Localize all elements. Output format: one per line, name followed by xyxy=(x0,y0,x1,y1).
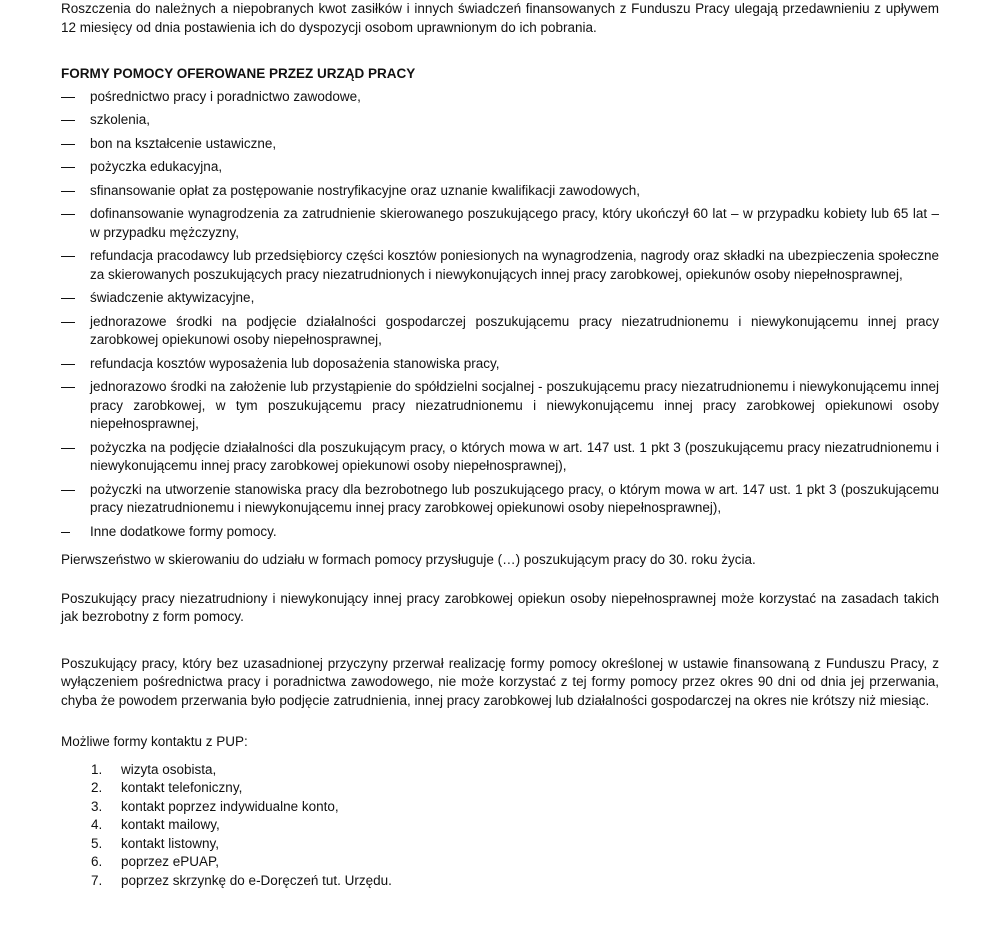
dash-bullet-icon xyxy=(61,135,75,145)
list-item: refundacja kosztów wyposażenia lub doposażenia stanowiska pracy, xyxy=(61,355,939,374)
list-item: bon na kształcenie ustawiczne, xyxy=(61,135,939,154)
intro-paragraph: Roszczenia do należnych a niepobranych kwot zasiłków i innych świadczeń finansowanych z Funduszu Pracy ulegają przedawnieniu z upływem 12 miesięcy od dnia postawienia ich do dyspozycji osobom uprawnionym do ich pobrania. xyxy=(61,1,939,35)
contact-heading: Możliwe formy kontaktu z PUP: xyxy=(61,734,248,749)
list-item: pożyczka na podjęcie działalności dla poszukującym pracy, o których mowa w art. 147 ust. 1 pkt 3 (poszukującemu pracy niezatrudnionemu i niewykonującemu innej pracy zarobkowej opiekunowi osoby niepełnosprawnej), xyxy=(61,439,939,476)
list-item: refundacja pracodawcy lub przedsiębiorcy części kosztów poniesionych na wynagrodzenia, nagrody oraz składki na ubezpieczenia społeczne za skierowanych poszukujących pracy niezatrudnionych i niewykonujących innej pracy zarobkowej, opiekunów osoby niepełnosprawnej, xyxy=(61,247,939,284)
forms-list xyxy=(61,88,939,542)
dash-bullet-icon xyxy=(61,439,75,449)
list-item: 1. wizyta osobista, xyxy=(91,761,217,777)
list-item: pośrednictwo pracy i poradnictwo zawodowe, xyxy=(61,88,939,107)
dash-bullet-icon xyxy=(61,247,75,257)
list-item: 6. poprzez ePUAP, xyxy=(91,854,220,869)
dash-bullet-icon xyxy=(61,355,75,365)
dash-bullet-icon xyxy=(61,481,75,491)
dash-bullet-icon xyxy=(61,378,75,388)
contact-list xyxy=(61,761,939,891)
caregiver-paragraph: Poszukujący pracy niezatrudniony i niewykonujący innej pracy zarobkowej opiekun osoby niepełnosprawnej może korzystać na zasadach takich jak bezrobotny z form pomocy. xyxy=(61,590,939,624)
dash-bullet-icon xyxy=(61,158,75,168)
dash-bullet-icon xyxy=(61,205,75,215)
dash-bullet-icon xyxy=(61,523,70,533)
list-item: świadczenie aktywizacyjne, xyxy=(61,289,939,308)
priority-paragraph: Pierwszeństwo w skierowaniu do udziału w formach pomocy przysługuje (…) poszukującym pracy do 30. roku życia. xyxy=(61,552,756,567)
list-item: 7. poprzez skrzynkę do e-Doręczeń tut. Urzędu. xyxy=(91,872,392,888)
list-item: 4. kontakt mailowy, xyxy=(91,817,220,832)
dash-bullet-icon xyxy=(61,289,75,299)
document-page xyxy=(61,0,939,890)
interrupt-paragraph: Poszukujący pracy, który bez uzasadnionej przyczyny przerwał realizację formy pomocy określonej w ustawie finansowaną z Funduszu Pracy, z wyłączeniem pośrednictwa pracy i poradnictwa zawodowego, nie może korzystać z tej formy pomocy przez okres 90 dni od dnia jej przerwania, chyba że powodem przerwania było podjęcie zatrudnienia, innej pracy zarobkowej lub działalności gospodarczej na okres nie krótszy niż miesiąc. xyxy=(61,655,939,708)
list-item: 3. kontakt poprzez indywidualne konto, xyxy=(91,798,339,814)
list-item: szkolenia, xyxy=(61,111,939,130)
forms-heading: FORMY POMOCY OFEROWANE PRZEZ URZĄD PRACY xyxy=(61,66,416,81)
list-item: Inne dodatkowe formy pomocy. xyxy=(61,523,939,542)
list-item: pożyczki na utworzenie stanowiska pracy dla bezrobotnego lub poszukującego pracy, o którym mowa w art. 147 ust. 1 pkt 3 (poszukującemu pracy niezatrudnionemu i niewykonującemu innej pracy zarobkowej opiekunowi osoby niepełnosprawnej), xyxy=(61,481,939,518)
dash-bullet-icon xyxy=(61,111,75,121)
dash-bullet-icon xyxy=(61,182,75,192)
list-item: jednorazowo środki na założenie lub przystąpienie do spółdzielni socjalnej - poszukującemu pracy niezatrudnionemu i niewykonującemu innej pracy zarobkowej, w tym poszukującemu pracy niezatrudnionemu i niewykonującemu innej pracy zarobkowej opiekunowi osoby niepełnosprawnej, xyxy=(61,378,939,434)
list-item: jednorazowe środki na podjęcie działalności gospodarczej poszukującemu pracy niezatrudnionemu i niewykonującemu innej pracy zarobkowej opiekunowi osoby niepełnosprawnej, xyxy=(61,313,939,350)
list-item: 5. kontakt listowny, xyxy=(91,835,220,851)
list-item: sfinansowanie opłat za postępowanie nostryfikacyjne oraz uznanie kwalifikacji zawodowych, xyxy=(61,182,939,201)
list-item: pożyczka edukacyjna, xyxy=(61,158,939,177)
dash-bullet-icon xyxy=(61,88,75,98)
dash-bullet-icon xyxy=(61,313,75,323)
list-item: dofinansowanie wynagrodzenia za zatrudnienie skierowanego poszukującego pracy, który ukończył 60 lat – w przypadku kobiety lub 65 lat – w przypadku mężczyzny, xyxy=(61,205,939,242)
list-item: 2. kontakt telefoniczny, xyxy=(91,780,243,795)
